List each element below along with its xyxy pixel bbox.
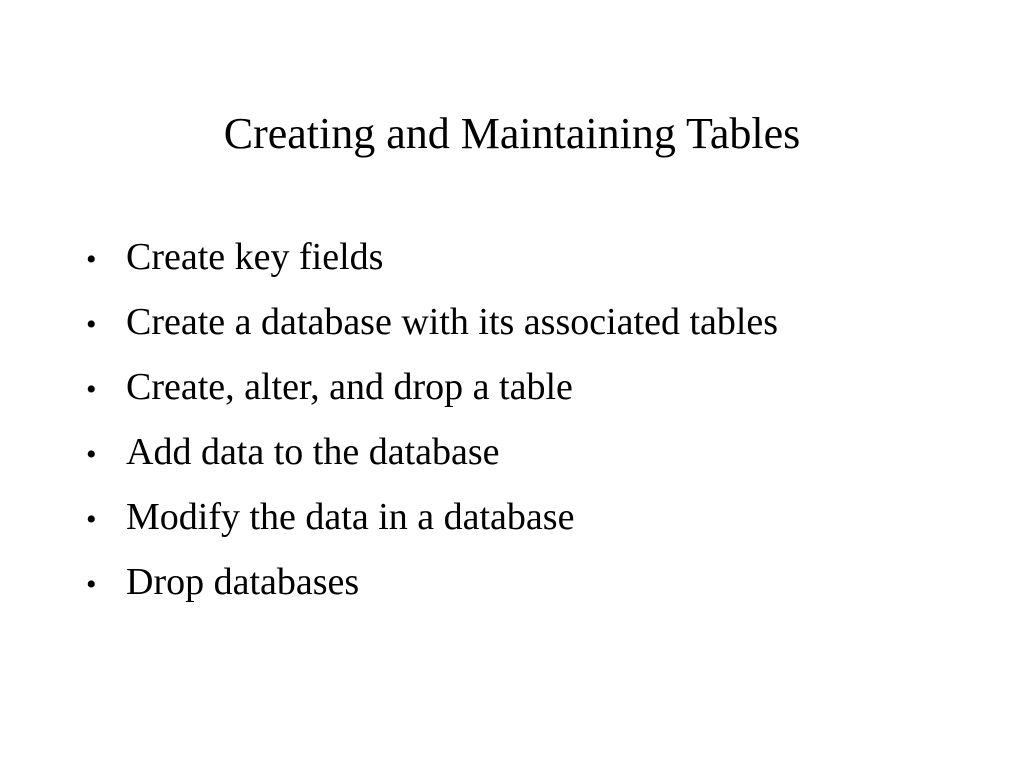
bullet-item-create-alter-drop: [86, 360, 966, 425]
bullet-icon: •: [86, 568, 97, 601]
bullet-item-drop-databases: [86, 555, 966, 620]
bullet-icon: •: [86, 373, 97, 406]
bullet-list: [86, 230, 966, 620]
bullet-icon: •: [86, 308, 97, 341]
bullet-item-modify-data: [86, 490, 966, 555]
bullet-icon: •: [86, 438, 97, 471]
bullet-text: Create a database with its associated tables: [126, 301, 779, 343]
bullet-text: Modify the data in a database: [126, 496, 575, 538]
bullet-item-create-database: [86, 295, 966, 360]
slide-title: Creating and Maintaining Tables: [223, 109, 801, 158]
bullet-text: Add data to the database: [126, 431, 500, 473]
bullet-text: Create key fields: [126, 236, 384, 278]
bullet-text: Drop databases: [126, 561, 360, 603]
bullet-icon: •: [86, 243, 97, 276]
bullet-item-add-data: [86, 425, 966, 490]
bullet-text: Create, alter, and drop a table: [126, 366, 573, 408]
bullet-item-key-fields: [86, 230, 966, 295]
bullet-icon: •: [86, 503, 97, 536]
